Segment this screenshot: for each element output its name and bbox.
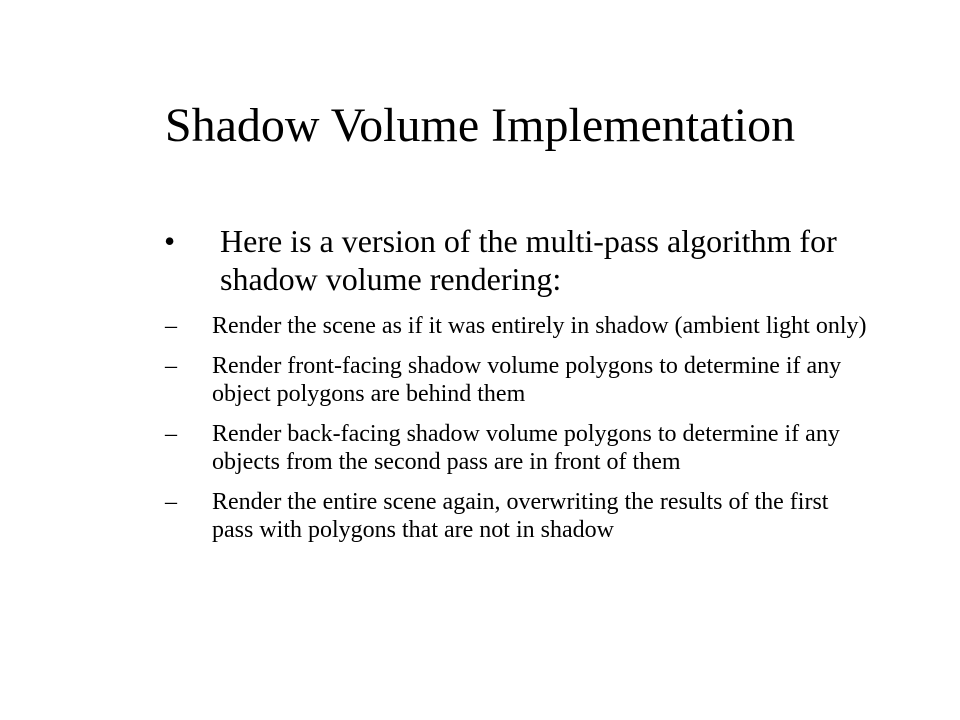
sub-item-text: Render the entire scene again, overwriting the results of the first pass with polygons that are not in shadow	[212, 489, 829, 543]
slide-title: Shadow Volume Implementation	[164, 99, 796, 152]
dash-icon: –	[165, 353, 177, 379]
sub-item-text: Render the scene as if it was entirely in shadow (ambient light only)	[212, 313, 867, 339]
bullet-text: Here is a version of the multi-pass algorithm for shadow volume rendering:	[220, 223, 837, 297]
dash-icon: –	[165, 421, 177, 447]
bullet-icon: •	[164, 223, 176, 259]
dash-icon: –	[165, 489, 177, 515]
bullet-list	[165, 222, 885, 556]
dash-icon: –	[165, 313, 177, 339]
bullet-item	[165, 222, 885, 544]
sub-item-text: Render back-facing shadow volume polygons to determine if any objects from the second pass are in front of them	[212, 421, 840, 475]
sub-list	[165, 312, 885, 544]
sub-item-text: Render front-facing shadow volume polygons to determine if any object polygons are behind them	[212, 353, 842, 407]
sub-item	[165, 312, 885, 340]
sub-item	[165, 352, 885, 408]
sub-item	[165, 488, 885, 544]
sub-item	[165, 420, 885, 476]
